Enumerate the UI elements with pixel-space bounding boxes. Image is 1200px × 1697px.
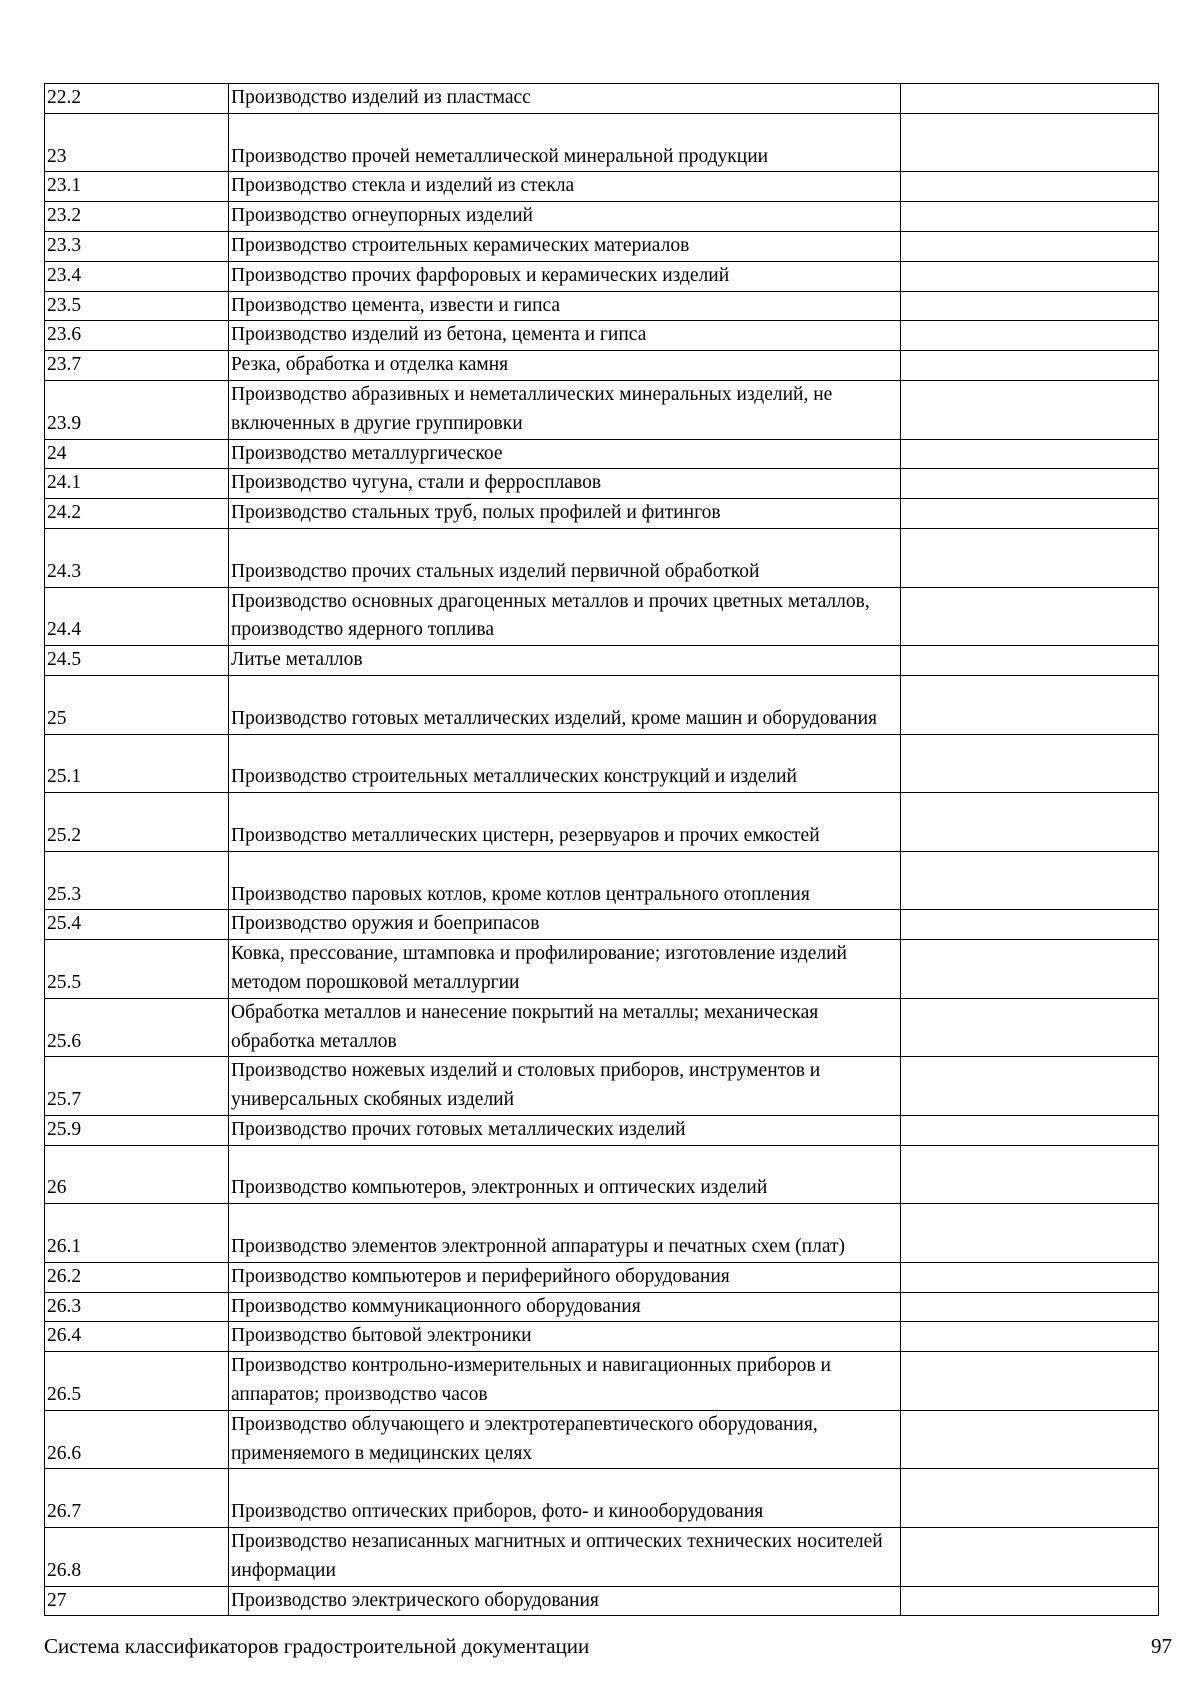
empty-cell [901,1352,1159,1411]
code-cell: 26.2 [45,1262,229,1292]
empty-cell [901,202,1159,232]
table-row [45,1262,1159,1292]
table-row [45,439,1159,469]
name-cell: Производство готовых металлических изделий, кроме машин и оборудования [229,675,901,734]
name-cell: Производство электрического оборудования [229,1586,901,1616]
table-row [45,291,1159,321]
empty-cell [901,1528,1159,1587]
table-row [45,1292,1159,1322]
code-cell: 23.4 [45,261,229,291]
code-cell: 22.2 [45,84,229,114]
table-row [45,1057,1159,1116]
empty-cell [901,113,1159,172]
name-cell: Производство огнеупорных изделий [229,202,901,232]
code-cell: 26.6 [45,1410,229,1469]
empty-cell [901,1115,1159,1145]
code-cell: 25.3 [45,851,229,910]
empty-cell [901,1057,1159,1116]
name-cell: Производство изделий из бетона, цемента и гипса [229,321,901,351]
code-cell: 25.2 [45,793,229,852]
name-cell: Производство прочих готовых металлических изделий [229,1115,901,1145]
table-row [45,851,1159,910]
table-row [45,351,1159,381]
name-cell: Производство основных драгоценных металлов и прочих цветных металлов, производство ядерного топлива [229,587,901,646]
empty-cell [901,998,1159,1057]
table-row [45,84,1159,114]
name-cell: Производство элементов электронной аппаратуры и печатных схем (плат) [229,1204,901,1263]
empty-cell [901,1469,1159,1528]
code-cell: 25.6 [45,998,229,1057]
name-cell: Производство прочей неметаллической минеральной продукции [229,113,901,172]
empty-cell [901,1292,1159,1322]
code-cell: 24.1 [45,469,229,499]
code-cell: 23.7 [45,351,229,381]
code-cell: 25.5 [45,940,229,999]
name-cell: Производство стальных труб, полых профилей и фитингов [229,499,901,529]
name-cell: Производство стекла и изделий из стекла [229,172,901,202]
name-cell: Производство строительных керамических материалов [229,231,901,261]
empty-cell [901,1204,1159,1263]
empty-cell [901,1145,1159,1204]
empty-cell [901,380,1159,439]
code-cell: 25.1 [45,734,229,793]
name-cell: Производство бытовой электроники [229,1322,901,1352]
empty-cell [901,172,1159,202]
table-row [45,646,1159,676]
code-cell: 23.1 [45,172,229,202]
empty-cell [901,528,1159,587]
empty-cell [901,439,1159,469]
name-cell: Производство контрольно-измерительных и навигационных приборов и аппаратов; производство часов [229,1352,901,1411]
name-cell: Производство строительных металлических конструкций и изделий [229,734,901,793]
code-cell: 26.7 [45,1469,229,1528]
empty-cell [901,1586,1159,1616]
code-cell: 23.3 [45,231,229,261]
table-row [45,675,1159,734]
name-cell: Производство компьютеров и периферийного оборудования [229,1262,901,1292]
name-cell: Производство металлических цистерн, резервуаров и прочих емкостей [229,793,901,852]
code-cell: 26.8 [45,1528,229,1587]
footer-title: Система классификаторов градостроительной документации [44,1634,590,1658]
empty-cell [901,351,1159,381]
empty-cell [901,646,1159,676]
classifier-table [44,83,1159,1616]
table-row [45,734,1159,793]
code-cell: 26.4 [45,1322,229,1352]
table-row [45,172,1159,202]
name-cell: Производство изделий из пластмасс [229,84,901,114]
name-cell: Производство коммуникационного оборудования [229,1292,901,1322]
table-row [45,231,1159,261]
name-cell: Производство облучающего и электротерапевтического оборудования, применяемого в медицинских целях [229,1410,901,1469]
code-cell: 24.5 [45,646,229,676]
code-cell: 23.9 [45,380,229,439]
code-cell: 24.2 [45,499,229,529]
table-row [45,940,1159,999]
code-cell: 25.4 [45,910,229,940]
empty-cell [901,499,1159,529]
code-cell: 25.9 [45,1115,229,1145]
name-cell: Производство абразивных и неметаллических минеральных изделий, не включенных в другие группировки [229,380,901,439]
name-cell: Производство чугуна, стали и ферросплавов [229,469,901,499]
table-row [45,1145,1159,1204]
name-cell: Производство прочих фарфоровых и керамических изделий [229,261,901,291]
empty-cell [901,231,1159,261]
name-cell: Резка, обработка и отделка камня [229,351,901,381]
name-cell: Производство незаписанных магнитных и оптических технических носителей информации [229,1528,901,1587]
empty-cell [901,1322,1159,1352]
table-row [45,113,1159,172]
code-cell: 26.3 [45,1292,229,1322]
empty-cell [901,321,1159,351]
table-row [45,587,1159,646]
table-row [45,321,1159,351]
empty-cell [901,734,1159,793]
code-cell: 23.6 [45,321,229,351]
table-row [45,469,1159,499]
name-cell: Производство металлургическое [229,439,901,469]
name-cell: Обработка металлов и нанесение покрытий на металлы; механическая обработка металлов [229,998,901,1057]
table-row [45,1115,1159,1145]
empty-cell [901,261,1159,291]
name-cell: Производство компьютеров, электронных и оптических изделий [229,1145,901,1204]
name-cell: Производство паровых котлов, кроме котлов центрального отопления [229,851,901,910]
name-cell: Производство оружия и боеприпасов [229,910,901,940]
name-cell: Ковка, прессование, штамповка и профилирование; изготовление изделий методом порошковой металлургии [229,940,901,999]
code-cell: 26 [45,1145,229,1204]
name-cell: Производство оптических приборов, фото- и кинооборудования [229,1469,901,1528]
code-cell: 24.4 [45,587,229,646]
table-row [45,1586,1159,1616]
code-cell: 25 [45,675,229,734]
empty-cell [901,675,1159,734]
table-row [45,1410,1159,1469]
classifier-table-body [45,84,1159,1616]
empty-cell [901,291,1159,321]
name-cell: Литье металлов [229,646,901,676]
code-cell: 24.3 [45,528,229,587]
empty-cell [901,469,1159,499]
page-number: 97 [1151,1634,1172,1658]
code-cell: 26.5 [45,1352,229,1411]
empty-cell [901,910,1159,940]
table-row [45,793,1159,852]
empty-cell [901,940,1159,999]
code-cell: 24 [45,439,229,469]
table-row [45,998,1159,1057]
empty-cell [901,84,1159,114]
empty-cell [901,1262,1159,1292]
code-cell: 26.1 [45,1204,229,1263]
table-row [45,910,1159,940]
code-cell: 27 [45,1586,229,1616]
name-cell: Производство цемента, извести и гипса [229,291,901,321]
empty-cell [901,793,1159,852]
table-row [45,202,1159,232]
table-row [45,1528,1159,1587]
empty-cell [901,587,1159,646]
empty-cell [901,1410,1159,1469]
table-row [45,499,1159,529]
name-cell: Производство прочих стальных изделий первичной обработкой [229,528,901,587]
code-cell: 25.7 [45,1057,229,1116]
table-row [45,261,1159,291]
table-row [45,1204,1159,1263]
name-cell: Производство ножевых изделий и столовых приборов, инструментов и универсальных скобяных изделий [229,1057,901,1116]
table-row [45,528,1159,587]
table-row [45,380,1159,439]
table-row [45,1352,1159,1411]
empty-cell [901,851,1159,910]
code-cell: 23.2 [45,202,229,232]
table-row [45,1469,1159,1528]
code-cell: 23.5 [45,291,229,321]
code-cell: 23 [45,113,229,172]
table-row [45,1322,1159,1352]
